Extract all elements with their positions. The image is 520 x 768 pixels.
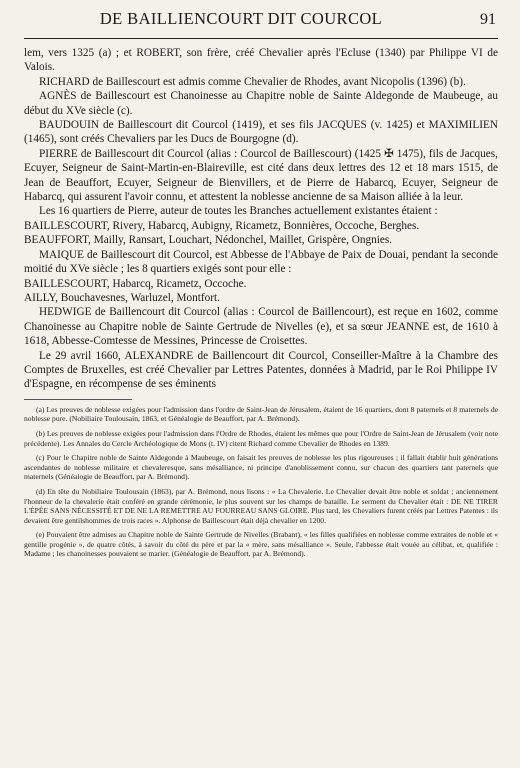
footnote: (b) Les preuves de noblesse exigées pour l'admission dans l'Ordre de Rhodes, étaient les mêmes que pour l'Ordre de Saint-Jean de Jérusalem (voir note précédente). Les Annales du Cercle Archéologique de Mons (t. IV) citent Richard comme Chevalier de Rhodes en 1389.: [24, 428, 498, 448]
quarters-list: BEAUFFORT, Mailly, Ransart, Louchart, Nédonchel, Maillet, Grispère, Ongnies.: [24, 234, 393, 247]
footnote: (d) En tête du Nobiliaire Toulousain (1863), par A. Brémond, nous lisons : « La Chevalerie. Le Chevalier devait être noble et soldat ; anciennement l'honneur de la chevalerie était conféré en grande cérémonie, le plus souvent sur les champs de bataille. Le serment du Chevalier était : DE NE TIRER L'ÉPÉE SANS NÉCESSITÉ ET DE NE LA REMETTRE AU FOURREAU SANS GLOIRE. Plus tard, les Chevaliers furent créés par Lettres Patentes : ils devaient être gentilshommes de trois races ». Alphonse de Baillescourt était déjà chevalier en 1200.: [24, 486, 498, 525]
paragraph: lem, vers 1325 (a) ; et ROBERT, son frère, créé Chevalier après l'Ecluse (1340) par Philippe VI de Valois.: [24, 47, 498, 74]
footnote: (a) Les preuves de noblesse exigées pour l'admission dans l'ordre de Saint-Jean de Jérusalem, étaient de 16 quartiers, dont 8 paternels et 8 maternels de noblesse pure. (Nobiliaire Toulousain, 1863, et Généalogie de Beauffort, par A. Brémond).: [24, 404, 498, 424]
footnote-divider: [24, 399, 132, 400]
paragraph: Les 16 quartiers de Pierre, auteur de toutes les Branches actuellement existantes étaient :: [39, 205, 438, 218]
page-number: 91: [480, 11, 496, 28]
running-title: DE BAILLIENCOURT DIT COURCOL: [99, 9, 383, 28]
quarters-list: AILLY, Bouchavesnes, Warluzel, Montfort.: [24, 291, 220, 304]
footnotes: [24, 405, 498, 559]
paragraph: AGNÈS de Baillescourt est Chanoinesse au Chapitre noble de Sainte Aldegonde de Maubeuge, au début du XVe siècle (c).: [24, 90, 498, 117]
paragraph: MAIQUE de Baillescourt dit Courcol, est Abbesse de l'Abbaye de Paix de Douai, pendant la seconde moitié du XVe siècle ; les 8 quartiers exigés sont pour elle :: [24, 248, 498, 276]
paragraph: BAUDOUIN de Baillescourt dit Courcol (1419), et ses fils JACQUES (v. 1425) et MAXIMILIEN (1465), sont créés Chevaliers par les Ducs de Bourgogne (d).: [24, 119, 498, 146]
quarters-list: BAILLESCOURT, Rivery, Habarcq, Aubigny, Ricametz, Bonnières, Occoche, Berghes.: [24, 219, 420, 232]
quarters-list: BAILLESCOURT, Habarcq, Ricametz, Occoche.: [24, 277, 247, 290]
footnote: (e) Pouvaient être admises au Chapitre noble de Sainte Gertrude de Nivelles (Brabant), « les filles qualifiées en noblesse comme extraites de noble et « gentille progénie », de quatre côtés, à savoir du côté du père et par la « mère, sans mésalliance ». Seule, l'abbesse était vouée au célibat, et, qualifiée : Madame ; les chanoinesses pouvaient se marier. (Généalogie de Beauffort, par A. Brémond).: [24, 530, 498, 559]
paragraph: RICHARD de Baillescourt est admis comme Chevalier de Rhodes, avant Nicopolis (1396) (b).: [39, 75, 466, 88]
paragraph: HEDWIGE de Baillencourt dit Courcol (alias : Courcol de Baillencourt), est reçue en 1602, comme Chanoinesse au Chapitre noble de Sainte Gertrude de Nivelles (e), et sa sœur JEANNE est, de 1610 à 1618, Abbesse-Comtesse de Messines, Princesse de Croisettes.: [24, 306, 498, 348]
paragraph: Le 29 avril 1660, ALEXANDRE de Baillencourt dit Courcol, Conseiller-Maître à la Chambre des Comptes de Bruxelles, est créé Chevalier par Lettres Patentes, données à Madrid, par le Roi Philippe IV d'Espagne, en récompense de ses éminents: [24, 349, 498, 391]
paragraph: PIERRE de Baillescourt dit Courcol (alias : Courcol de Baillescourt) (1425 ✠ 1475), fils de Jacques, Ecuyer, Seigneur de Saint-Martin-en-Blaireville, est cité dans deux lettres des 12 et 18 mars 1515, de Jean de Beauffort, Ecuyer, Seigneur de Bienvillers, et de Pierre de Habarcq, Ecuyer, Seigneur de Habarcq, qui assurent l'avoir connu, et attestent la noblesse ancienne de sa Maison alliée à la leur.: [24, 147, 498, 204]
running-header: [24, 0, 498, 39]
main-text: [24, 46, 498, 392]
footnote: (c) Pour le Chapitre noble de Sainte Aldegonde à Maubeuge, on faisait les preuves de noblesse les plus rigoureuses ; il fallait établir huit générations ascendantes de noblesse militaire et chevaleresque, sans mésalliance, ni principe d'anoblissement connu, sur chacun des quartiers tant paternels que maternels (Généalogie de Beauffort, par A. Brémond).: [24, 453, 498, 482]
